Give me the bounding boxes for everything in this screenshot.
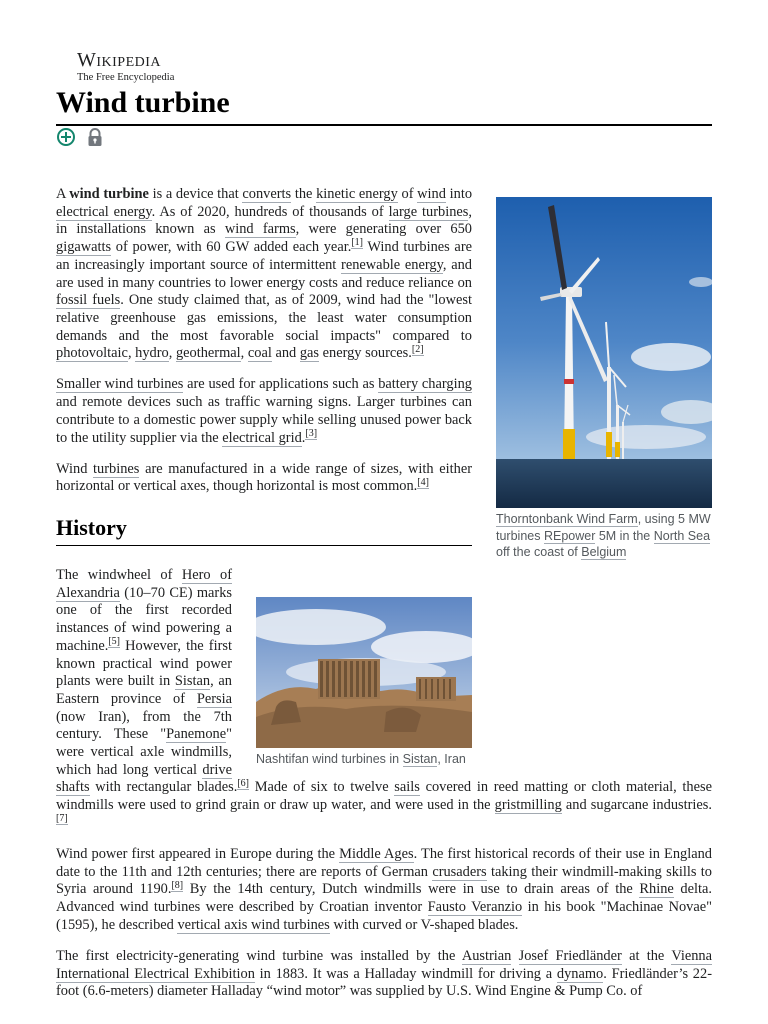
intro-paragraph-1: A wind turbine is a device that converts the kinetic energy of wind into electrical energy. As of 2020, hundreds of thousands of large turbines, in installations known as wind farms, were generating over 650 gigawatts of power, with 60 GW added each year.[1] Wind turbines are an increasingly important source of intermittent renewable energy, and are used in many countries to lower energy costs and reduce reliance on fossil fuels. One study claimed that, as of 2009, wind had the "lowest relative greenhouse gas emissions, the least water consumption demands and the most favorable social impacts" compared to photovoltaic, hydro, geothermal, coal and gas energy sources.[2] [56,186,473,362]
history-paragraph-1: The windwheel of Hero of Alexandria (10–70 CE) marks one of the first recorded instances of wind powering a machine.[5] However, the first known practical wind power plants were built in Sistan, an Eastern province of Persia (now Iran), from the 7th century. These "Panemone" were vertical axle windmills, which had long vertical drive shafts with rectangular blades.[6] Made of six to twelve sails covered in reed matting or cloth material, these windmills were used to grind grain or draw up water, and were used in the gristmilling and sugarcane industries.[7] [56,567,712,825]
north-sea-link[interactable]: North Sea [653,528,711,543]
intro-paragraph-2: Smaller wind turbines are used for applications such as battery charging and remote devices such as traffic warning signs. Larger turbines can contribute to a domestic power supply while selling unused power back to the utility supplier via the electrical grid.[3] [56,376,472,446]
link-fossil-fuels[interactable]: fossil fuels [56,292,121,309]
page-title: Wind turbine [56,86,230,119]
page-status-icons [56,126,105,148]
intro-paragraph-3: Wind turbines are manufactured in a wide range of sizes, with either horizontal or vertical axes, though horizontal is most common.[4] [56,460,472,495]
title-divider [56,124,712,126]
link-rhine[interactable]: Rhine [639,881,674,898]
figure-thorntonbank-caption: Thorntonbank Wind Farm, using 5 MW turbines REpower 5M in the North Sea off the coast of Belgium [496,512,711,560]
link-coal[interactable]: coal [247,345,272,362]
link-renewable-energy[interactable]: renewable energy [341,256,443,273]
article-content [56,186,712,1014]
sistan-caption-link[interactable]: Sistan [402,752,438,767]
term-wind-turbine: wind turbine [69,186,149,202]
nashtifan-windmills-photo[interactable] [256,597,472,748]
figure-nashtifan [256,597,472,768]
link-dynamo[interactable]: dynamo [556,965,604,982]
reference-8[interactable]: [8] [171,879,184,891]
link-josef-friedlander[interactable]: Josef Friedländer [518,947,622,964]
history-paragraph-2: Wind power first appeared in Europe during the Middle Ages. The first historical records of their use in England date to the 11th and 12th centuries; there are reports of German crusaders taking their windmill-making skills to Syria around 1190.[8] By the 14th century, Dutch windmills were in use to drain areas of the Rhine delta. Advanced wind turbines were described by Croatian inventor Fausto Veranzio in his book "Machinae Novae" (1595), he described vertical axis wind turbines with curved or V-shaped blades. [56,845,713,933]
link-turbines[interactable]: turbines [93,460,140,477]
link-wind[interactable]: wind [417,186,446,202]
link-wind-farms[interactable]: wind farms [224,221,296,238]
logo-tagline: The Free Encyclopedia [77,72,175,83]
figure-nashtifan-caption: Nashtifan wind turbines in Sistan, Iran [256,752,466,767]
link-electrical-grid[interactable]: electrical grid [222,429,302,446]
thorntonbank-link[interactable]: Thorntonbank Wind Farm [496,512,638,526]
link-persia[interactable]: Persia [196,690,232,707]
link-middle-ages[interactable]: Middle Ages [339,845,414,862]
link-smaller-wind-turbines[interactable]: Smaller wind turbines [56,376,184,393]
link-austrian[interactable]: Austrian [461,947,512,964]
section-heading-history: History [56,515,472,546]
link-vertical-axis-wind-turbines[interactable]: vertical axis wind turbines [177,916,330,933]
link-drive-shafts[interactable]: drive shafts [56,761,232,796]
reference-4[interactable]: [4] [417,476,429,488]
link-hero-of-alexandria[interactable]: Hero of Alexandria [56,567,233,601]
wikipedia-logo[interactable] [77,50,217,84]
link-battery-charging[interactable]: battery charging [378,376,472,393]
link-hydro[interactable]: hydro [135,345,169,362]
link-converts[interactable]: converts [242,186,292,202]
link-vienna-exhibition[interactable]: Vienna International Electrical Exhibition [56,947,713,982]
logo-wordmark: Wikipedia [77,49,162,71]
repower-link[interactable]: REpower [543,528,596,543]
link-photovoltaic[interactable]: photovoltaic [56,345,128,362]
add-circle-icon[interactable] [56,127,76,147]
link-electrical-energy[interactable]: electrical energy [56,203,152,220]
link-crusaders[interactable]: crusaders [432,863,487,880]
reference-2[interactable]: [2] [411,343,424,355]
link-geothermal[interactable]: geothermal [175,345,241,362]
lock-icon[interactable] [85,127,105,147]
link-kinetic-energy[interactable]: kinetic energy [316,186,398,202]
reference-7[interactable]: [7] [56,813,68,825]
reference-6[interactable]: [6] [237,777,250,789]
link-gristmilling[interactable]: gristmilling [494,797,562,814]
reference-1[interactable]: [1] [351,237,363,249]
link-panemone[interactable]: Panemone [166,726,227,743]
link-fausto-veranzio[interactable]: Fausto Veranzio [427,899,523,916]
history-paragraph-3: The first electricity-generating wind turbine was installed by the Austrian Josef Friedländer at the Vienna International Electrical Exhibition in 1883. It was a Halladay windmill for driving a dynamo. Friedländer’s 22-foot (6.6-meters) diameter Halladay “wind motor” was supplied by U.S. Wind Engine & Pump Co. of [56,947,713,1000]
reference-3[interactable]: [3] [305,427,318,439]
link-sails[interactable]: sails [394,779,420,796]
reference-5[interactable]: [5] [108,636,121,648]
link-gas[interactable]: gas [299,345,320,362]
link-gigawatts[interactable]: gigawatts [56,239,112,256]
wind-farm-photo[interactable] [496,197,712,508]
link-large-turbines[interactable]: large turbines [388,203,469,220]
belgium-link[interactable]: Belgium [581,545,627,560]
figure-thorntonbank [496,197,712,561]
link-sistan[interactable]: Sistan [174,673,211,690]
